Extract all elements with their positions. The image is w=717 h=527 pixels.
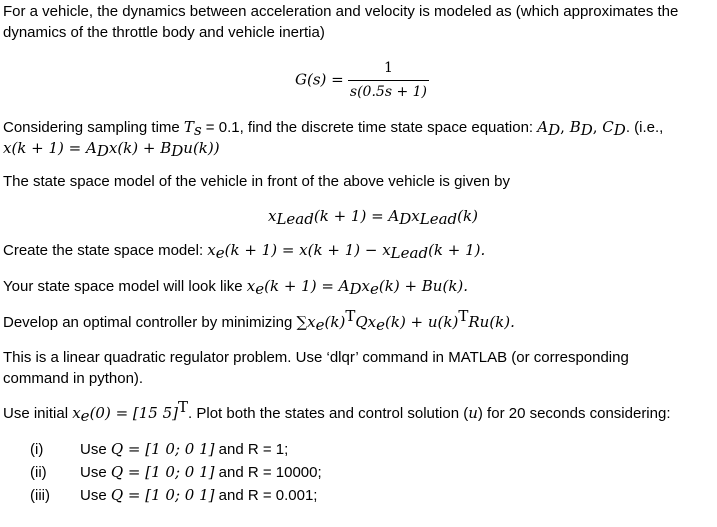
e-sub-5: e	[376, 316, 385, 334]
state-eq-a: x(k + 1) = A	[3, 139, 97, 157]
lqr-line-2: command in python).	[3, 370, 144, 387]
e-sub-2: e	[255, 280, 265, 298]
intro-line-2: dynamics of the throttle body and vehicle inertia)	[3, 24, 325, 41]
matrices-bd: B	[569, 118, 581, 136]
d-sub-2: D	[580, 121, 593, 139]
create-model-line	[3, 241, 485, 260]
lead-mid: (k + 1) = A	[313, 207, 400, 225]
matrices-ad: A	[537, 118, 549, 136]
sampling-line: Considering sampling time $T_s = 0.1$, find the discrete time state space equation: $A_D$, $B_D$, $C_D$. (i.e.,	[3, 118, 664, 139]
intro-line-1: For a vehicle, the dynamics between acceleration and velocity is modeled as (which approximates the	[3, 3, 679, 20]
e-sub-1: e	[215, 244, 225, 262]
lead-sub-2: Lead	[390, 244, 429, 262]
case-item-1	[30, 440, 288, 459]
xe-4: x	[72, 404, 81, 422]
case-item-3	[30, 486, 317, 505]
model-look-end: (k) + Bu(k).	[378, 277, 469, 295]
case-q-3: Q = [1 0; 0 1]	[110, 486, 215, 504]
initial-condition-line	[3, 398, 671, 425]
case-number-3: (iii)	[30, 487, 50, 504]
create-text: Create the state space model:	[3, 242, 208, 259]
e-sub-3: e	[370, 280, 379, 298]
lead-x: x	[268, 207, 277, 225]
tf-denominator: s(0.5s + 1)	[348, 80, 429, 102]
lead-rhs-x: x	[411, 207, 420, 225]
cost-c: Qx	[355, 313, 377, 331]
transpose-2: T	[458, 307, 469, 325]
d-sub-6: D	[349, 280, 362, 298]
initial-text-a: Use initial	[3, 405, 73, 422]
case-item-2	[30, 463, 322, 482]
case-pre-1: Use	[80, 441, 111, 458]
tf-lhs: G(s) =	[295, 70, 344, 89]
case-number-1: (i)	[30, 441, 44, 458]
d-sub-1: D	[548, 121, 561, 139]
case-q-1: Q = [1 0; 0 1]	[110, 440, 215, 458]
cost-b: (k)	[324, 313, 346, 331]
state-equation-line	[3, 139, 220, 158]
state-eq-b: x(k) + B	[108, 139, 172, 157]
sampling-text-b: = 0.1, find the discrete time state space equation:	[201, 119, 538, 136]
cost-e: Ru(k).	[468, 313, 515, 331]
xe-1: x	[207, 241, 216, 259]
model-look-eq: (k + 1) = A	[264, 277, 350, 295]
create-eq: (k + 1) = x(k + 1) −	[224, 241, 383, 259]
matrices-cd: C	[602, 118, 614, 136]
initial-text-b: . Plot both the states and control solution (	[188, 405, 469, 422]
initial-eq: (0) = [15 5]	[89, 404, 179, 422]
ts-sub: s	[193, 121, 202, 139]
sampling-text-a: Considering sampling time	[3, 119, 184, 136]
d-sub-5: D	[171, 142, 184, 160]
xe-3: x	[361, 277, 370, 295]
transpose-1: T	[345, 307, 356, 325]
case-post-1: and R = 1;	[214, 441, 289, 458]
u-symbol: u	[468, 404, 478, 422]
d-sub-3: D	[613, 121, 626, 139]
lead-end: (k)	[457, 207, 478, 225]
e-sub-4: e	[315, 316, 325, 334]
case-pre-2: Use	[80, 464, 111, 481]
transfer-function	[295, 59, 429, 102]
create-end: (k + 1).	[428, 241, 486, 259]
cost-d: (k) + u(k)	[385, 313, 459, 331]
case-post-3: and R = 0.001;	[214, 487, 318, 504]
transpose-3: T	[178, 398, 189, 416]
model-look-line	[3, 277, 468, 296]
optimal-text: Develop an optimal controller by minimizing	[3, 314, 297, 331]
optimal-controller-line	[3, 307, 515, 334]
sampling-text-c: . (i.e.,	[625, 119, 664, 136]
lead-intro: The state space model of the vehicle in front of the above vehicle is given by	[3, 173, 510, 190]
d-sub-4: D	[96, 142, 109, 160]
ts-symbol: T	[183, 118, 194, 136]
case-number-2: (ii)	[30, 464, 47, 481]
lead-rhs-sub: Lead	[419, 210, 458, 228]
xe-2: x	[246, 277, 256, 295]
cost-a: ∑x	[296, 313, 316, 331]
xlead-2: x	[382, 241, 391, 259]
case-q-2: Q = [1 0; 0 1]	[110, 463, 215, 481]
state-eq-c: u(k))	[183, 139, 220, 157]
lead-sub: Lead	[276, 210, 314, 228]
lead-equation	[268, 207, 478, 226]
e-sub-6: e	[80, 407, 90, 425]
model-look-text: Your state space model will look like	[3, 278, 247, 295]
lead-d-sub: D	[399, 210, 412, 228]
tf-numerator: 1	[384, 60, 393, 76]
case-post-2: and R = 10000;	[214, 464, 322, 481]
tf-fraction	[348, 59, 429, 102]
lqr-line-1: This is a linear quadratic regulator problem. Use ‘dlqr’ command in MATLAB (or corresponding	[3, 349, 629, 366]
initial-text-c: ) for 20 seconds considering:	[477, 405, 671, 422]
case-pre-3: Use	[80, 487, 111, 504]
